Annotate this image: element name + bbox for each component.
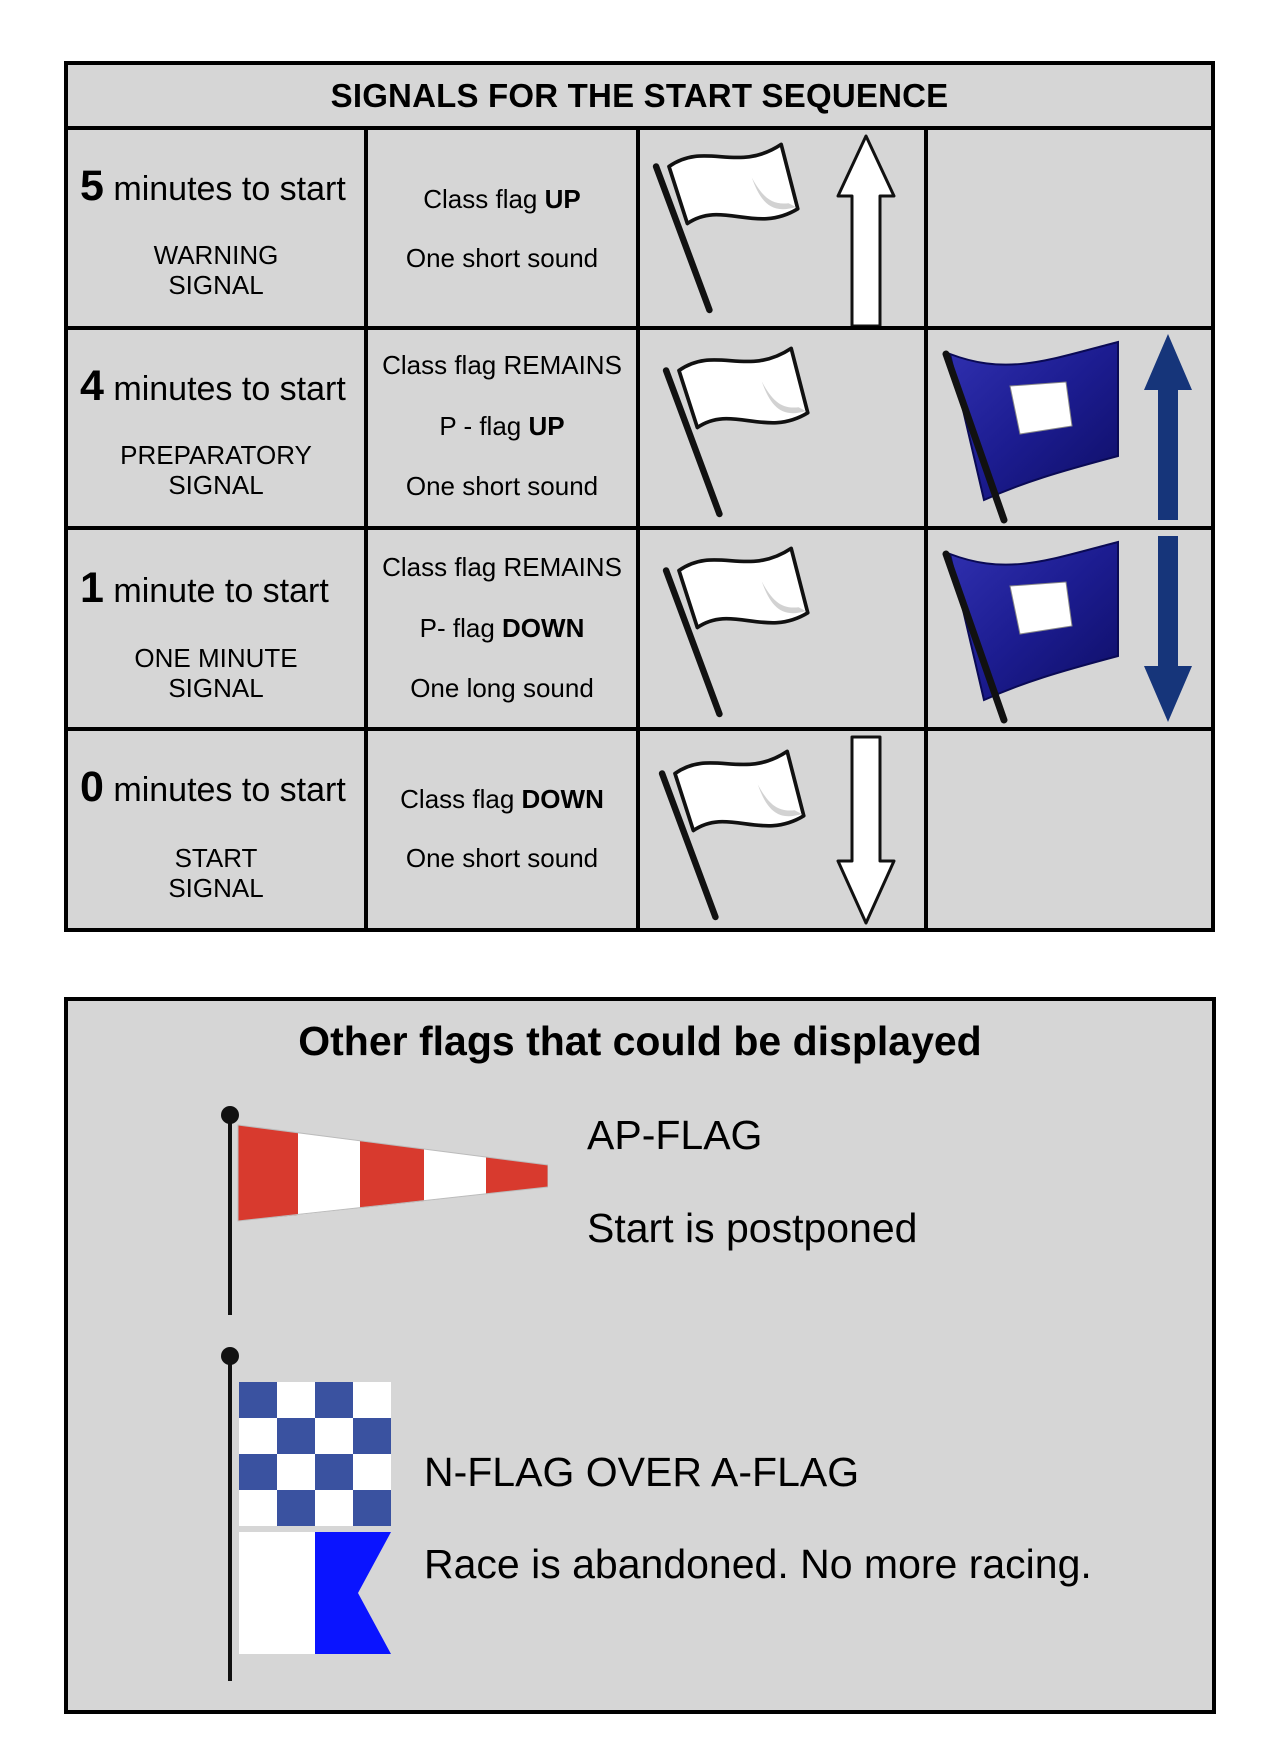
class-flag-icon: [666, 348, 808, 514]
ap-flag-meaning: Start is postponed: [587, 1205, 918, 1251]
action-class-flag: [368, 784, 636, 815]
time-cell: [68, 330, 368, 526]
ap-flag-icon: [208, 1105, 548, 1325]
minutes-value: 1: [80, 564, 104, 612]
signal-name-line2: SIGNAL: [168, 270, 264, 300]
time-cell: [68, 731, 368, 928]
time-cell: [68, 530, 368, 727]
action-sound: One long sound: [410, 673, 594, 703]
signal-name-line2: SIGNAL: [168, 873, 264, 903]
table-row-preparatory: [68, 330, 1211, 530]
minutes-value: 0: [80, 763, 104, 811]
time-label: [80, 362, 346, 411]
action-p-flag: [368, 411, 636, 442]
p-flag-cell-empty: [928, 130, 1211, 326]
other-flags-title: Other flags that could be displayed: [298, 1018, 982, 1064]
p-flag-cell: [928, 330, 1211, 526]
signal-name-line1: PREPARATORY: [120, 440, 312, 470]
action-text: P - flag: [439, 411, 522, 441]
action-cell: [368, 130, 640, 326]
action-class-flag: Class flag REMAINS: [382, 350, 622, 380]
p-flag-icon: [946, 542, 1118, 720]
action-sound: One short sound: [405, 843, 599, 873]
p-flag-cell-empty: [928, 731, 1211, 928]
ap-flag-name: AP-FLAG: [587, 1112, 763, 1158]
p-flag-icon: [946, 342, 1118, 520]
n-over-a-flag-name: N-FLAG OVER A-FLAG: [424, 1449, 860, 1495]
class-flag-cell: [640, 731, 928, 928]
action-text: P- flag: [419, 613, 495, 643]
start-sequence-table: [64, 61, 1215, 932]
arrow-down-icon: [838, 737, 894, 923]
signal-name-line1: ONE MINUTE: [134, 643, 298, 673]
minutes-value: 4: [80, 362, 104, 410]
table-title: SIGNALS FOR THE START SEQUENCE: [68, 65, 1211, 130]
n-over-a-flag-icon: [208, 1346, 398, 1686]
action-text: Class flag: [423, 184, 538, 214]
time-cell: [68, 130, 368, 326]
minutes-value: 5: [80, 162, 104, 210]
action-cell: [368, 330, 640, 526]
table-row-one-minute: [68, 530, 1211, 731]
action-bold: UP: [528, 411, 565, 441]
signal-name-line2: SIGNAL: [168, 673, 264, 703]
time-text: minutes to start: [113, 370, 346, 408]
time-text: minute to start: [113, 572, 329, 610]
time-label: [80, 564, 329, 613]
other-flags-panel: [64, 997, 1216, 1714]
action-p-flag: [368, 613, 636, 644]
n-over-a-flag-meaning: Race is abandoned. No more racing.: [424, 1541, 1092, 1587]
p-flag-cell: [928, 530, 1211, 727]
arrow-down-icon: [1144, 536, 1192, 722]
signal-name-line2: SIGNAL: [168, 470, 264, 500]
signal-name-line1: WARNING: [153, 240, 279, 270]
time-label: [80, 763, 346, 812]
class-flag-icon: [656, 144, 798, 310]
action-text: Class flag: [400, 784, 515, 814]
class-flag-cell: [640, 130, 928, 326]
signal-name-line1: START: [174, 843, 258, 873]
action-bold: DOWN: [521, 784, 604, 814]
table-row-warning: [68, 130, 1211, 330]
action-cell: [368, 530, 640, 727]
class-flag-cell: [640, 530, 928, 727]
time-label: [80, 162, 346, 211]
arrow-up-icon: [838, 136, 894, 326]
action-bold: DOWN: [502, 613, 585, 643]
action-sound: One short sound: [405, 243, 599, 273]
time-text: minutes to start: [113, 170, 346, 208]
arrow-up-icon: [1144, 334, 1192, 520]
class-flag-cell: [640, 330, 928, 526]
action-bold: UP: [544, 184, 581, 214]
class-flag-icon: [662, 751, 804, 917]
action-class-flag: Class flag REMAINS: [382, 552, 622, 582]
action-class-flag: [368, 184, 636, 215]
table-row-start: [68, 731, 1211, 928]
action-sound: One short sound: [405, 471, 599, 501]
class-flag-icon: [666, 548, 808, 714]
action-cell: [368, 731, 640, 928]
time-text: minutes to start: [113, 771, 346, 809]
